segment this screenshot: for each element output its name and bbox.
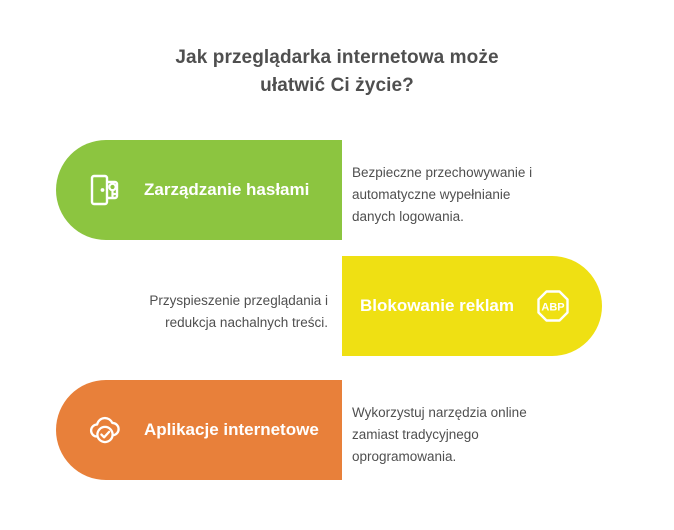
feature-row-password-management <box>0 140 674 240</box>
feature-label-password-management: Zarządzanie hasłami <box>144 180 310 199</box>
feature-label-web-apps: Aplikacje internetowe <box>144 420 319 439</box>
feature-row-ad-blocking <box>0 256 674 356</box>
description-line: redukcja nachalnych treści. <box>165 315 328 330</box>
description-line: Bezpieczne przechowywanie i <box>352 165 533 180</box>
feature-description-ad-blocking <box>96 290 328 334</box>
description-line: zamiast tradycyjnego <box>352 427 479 442</box>
description-line: danych logowania. <box>352 209 464 224</box>
password-key-icon <box>82 167 128 213</box>
page-title <box>0 44 674 100</box>
feature-pill-ad-blocking[interactable] <box>342 256 602 356</box>
page-title-line-1: Jak przeglądarka internetowa może <box>175 47 499 68</box>
description-line: automatyczne wypełnianie <box>352 187 511 202</box>
feature-description-password-management <box>352 162 582 228</box>
adblock-plus-icon <box>530 283 576 329</box>
feature-pill-web-apps[interactable] <box>56 380 342 480</box>
feature-description-web-apps <box>352 402 582 468</box>
page-title-line-2: ułatwić Ci życie? <box>260 75 414 96</box>
description-line: Przyspieszenie przeglądania i <box>149 293 328 308</box>
description-line: Wykorzystuj narzędzia online <box>352 405 527 420</box>
feature-label-ad-blocking: Blokowanie reklam <box>359 296 514 315</box>
cloud-check-icon <box>82 407 128 453</box>
feature-row-web-apps <box>0 380 674 480</box>
feature-pill-password-management[interactable] <box>56 140 342 240</box>
description-line: oprogramowania. <box>352 449 457 464</box>
svg-text:ABP: ABP <box>541 301 565 314</box>
